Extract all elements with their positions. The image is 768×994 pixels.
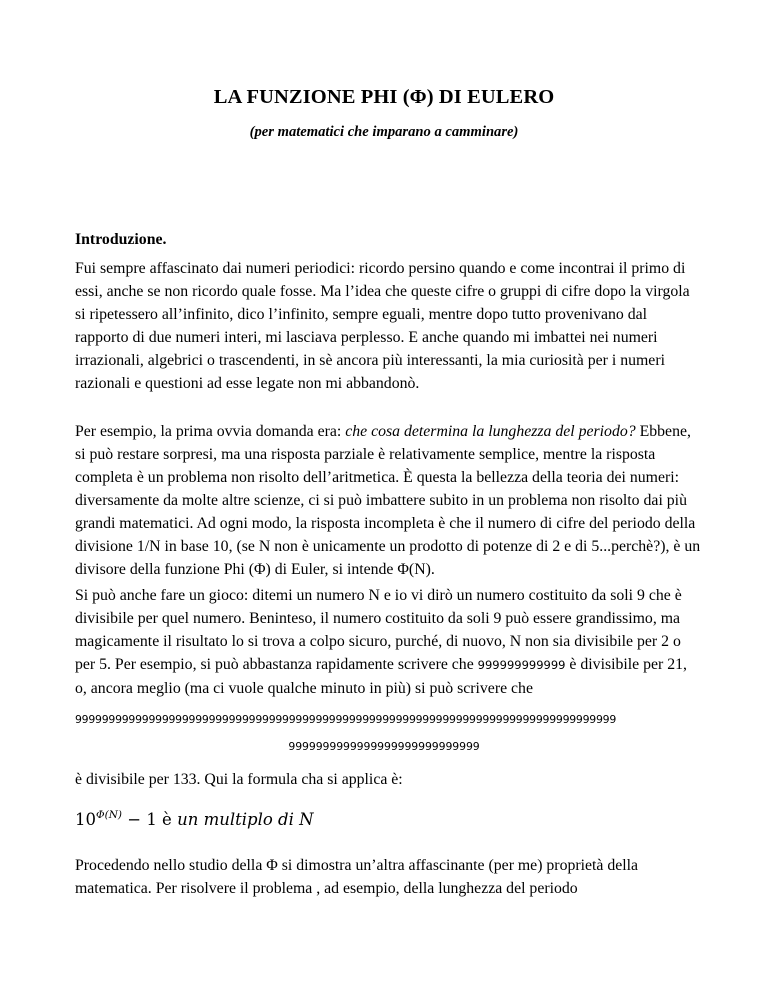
paragraph-4: è divisibile per 133. Qui la formula cha si applica è: xyxy=(75,771,403,788)
formula-exponent: Φ(N) xyxy=(96,809,122,821)
paragraph-1: Fui sempre affascinato dai numeri periodici: ricordo persino quando e come incontrai il primo di essi, anche se non ricordo quale fosse. Ma l’idea che queste cifre o gruppi di cifre dopo la virgola si ripetessero all’infinito, dico l’infinito, sempre eguali, mentre dopo tutto provenivano dal rapporto di due numeri interi, mi lasciava perplesso. E anche quando mi imbattei nei numeri irrazionali, algebrici o trascendenti, in sè ancora più interessanti, la mia curiosità per i numeri razionali e questioni ad esse legate non mi abbandonò. xyxy=(75,260,690,392)
section-heading: Introduzione. xyxy=(75,231,167,248)
paragraph-3-start: Si può anche fare un gioco: ditemi un numero N e io vi dirò un numero costituito da soli 9 che è divisibile per quel numero. Beninteso, il numero costituito da soli 9 può essere grandissimo, ma magicamente il risultato lo si trova a colpo sicuro, purché, di nuovo, N non sia divisibile per 2 o per 5. Per esempio, si può abbastanza rapidamente scrivere che xyxy=(75,587,682,673)
paragraph-2-rest: Ebbene, si può restare sorpresi, ma una risposta parziale è relativamente semplice, mentre la risposta completa è un problema non risolto dell’aritmetica. È questa la bellezza della teoria dei numeri: diversamente da molte altre scienze, ci si può imbattere subito in un problema non risolto dai più grandi matematici. Ad ogni modo, la risposta incompleta è che il numero di cifre del periodo della divisione 1/N in base 10, (se N non è unicamente un prodotto di potenze di 2 e di 5...perchè?), è un divisore della funzione Phi (Φ) di Euler, si intende Φ(N). xyxy=(75,423,701,578)
paragraph-3-nines: 999999999999 xyxy=(477,658,566,672)
paragraph-3 xyxy=(75,584,701,700)
formula-rest-b: un multiplo di N xyxy=(177,810,314,829)
formula-base: 10 xyxy=(75,810,96,829)
formula xyxy=(75,809,314,829)
formula-rest-a: − 1 è xyxy=(122,810,178,829)
paragraph-2-italic-question: che cosa determina la lunghezza del periodo? xyxy=(345,423,636,440)
nines-line-2: 9999999999999999999999999999 xyxy=(288,740,480,753)
nines-line-1: 999999999999999999999999999999999999999999999999999999999999999999999999999999999 xyxy=(75,713,616,726)
paragraph-5: Procedendo nello studio della Φ si dimostra un’altra affascinante (per me) proprietà della matematica. Per risolvere il problema , ad esempio, della lunghezza del periodo xyxy=(75,857,639,897)
paragraph-3-mid: è divisibile per 21, o, ancora meglio (ma ci vuole qualche minuto in più) si può scrivere che xyxy=(75,656,688,697)
paragraph-2-start: Per esempio, la prima ovvia domanda era: xyxy=(75,423,346,440)
paragraph-2 xyxy=(75,420,701,581)
document-title: LA FUNZIONE PHI (Φ) DI EULERO xyxy=(213,86,555,108)
document-subtitle: (per matematici che imparano a camminare) xyxy=(249,124,519,140)
